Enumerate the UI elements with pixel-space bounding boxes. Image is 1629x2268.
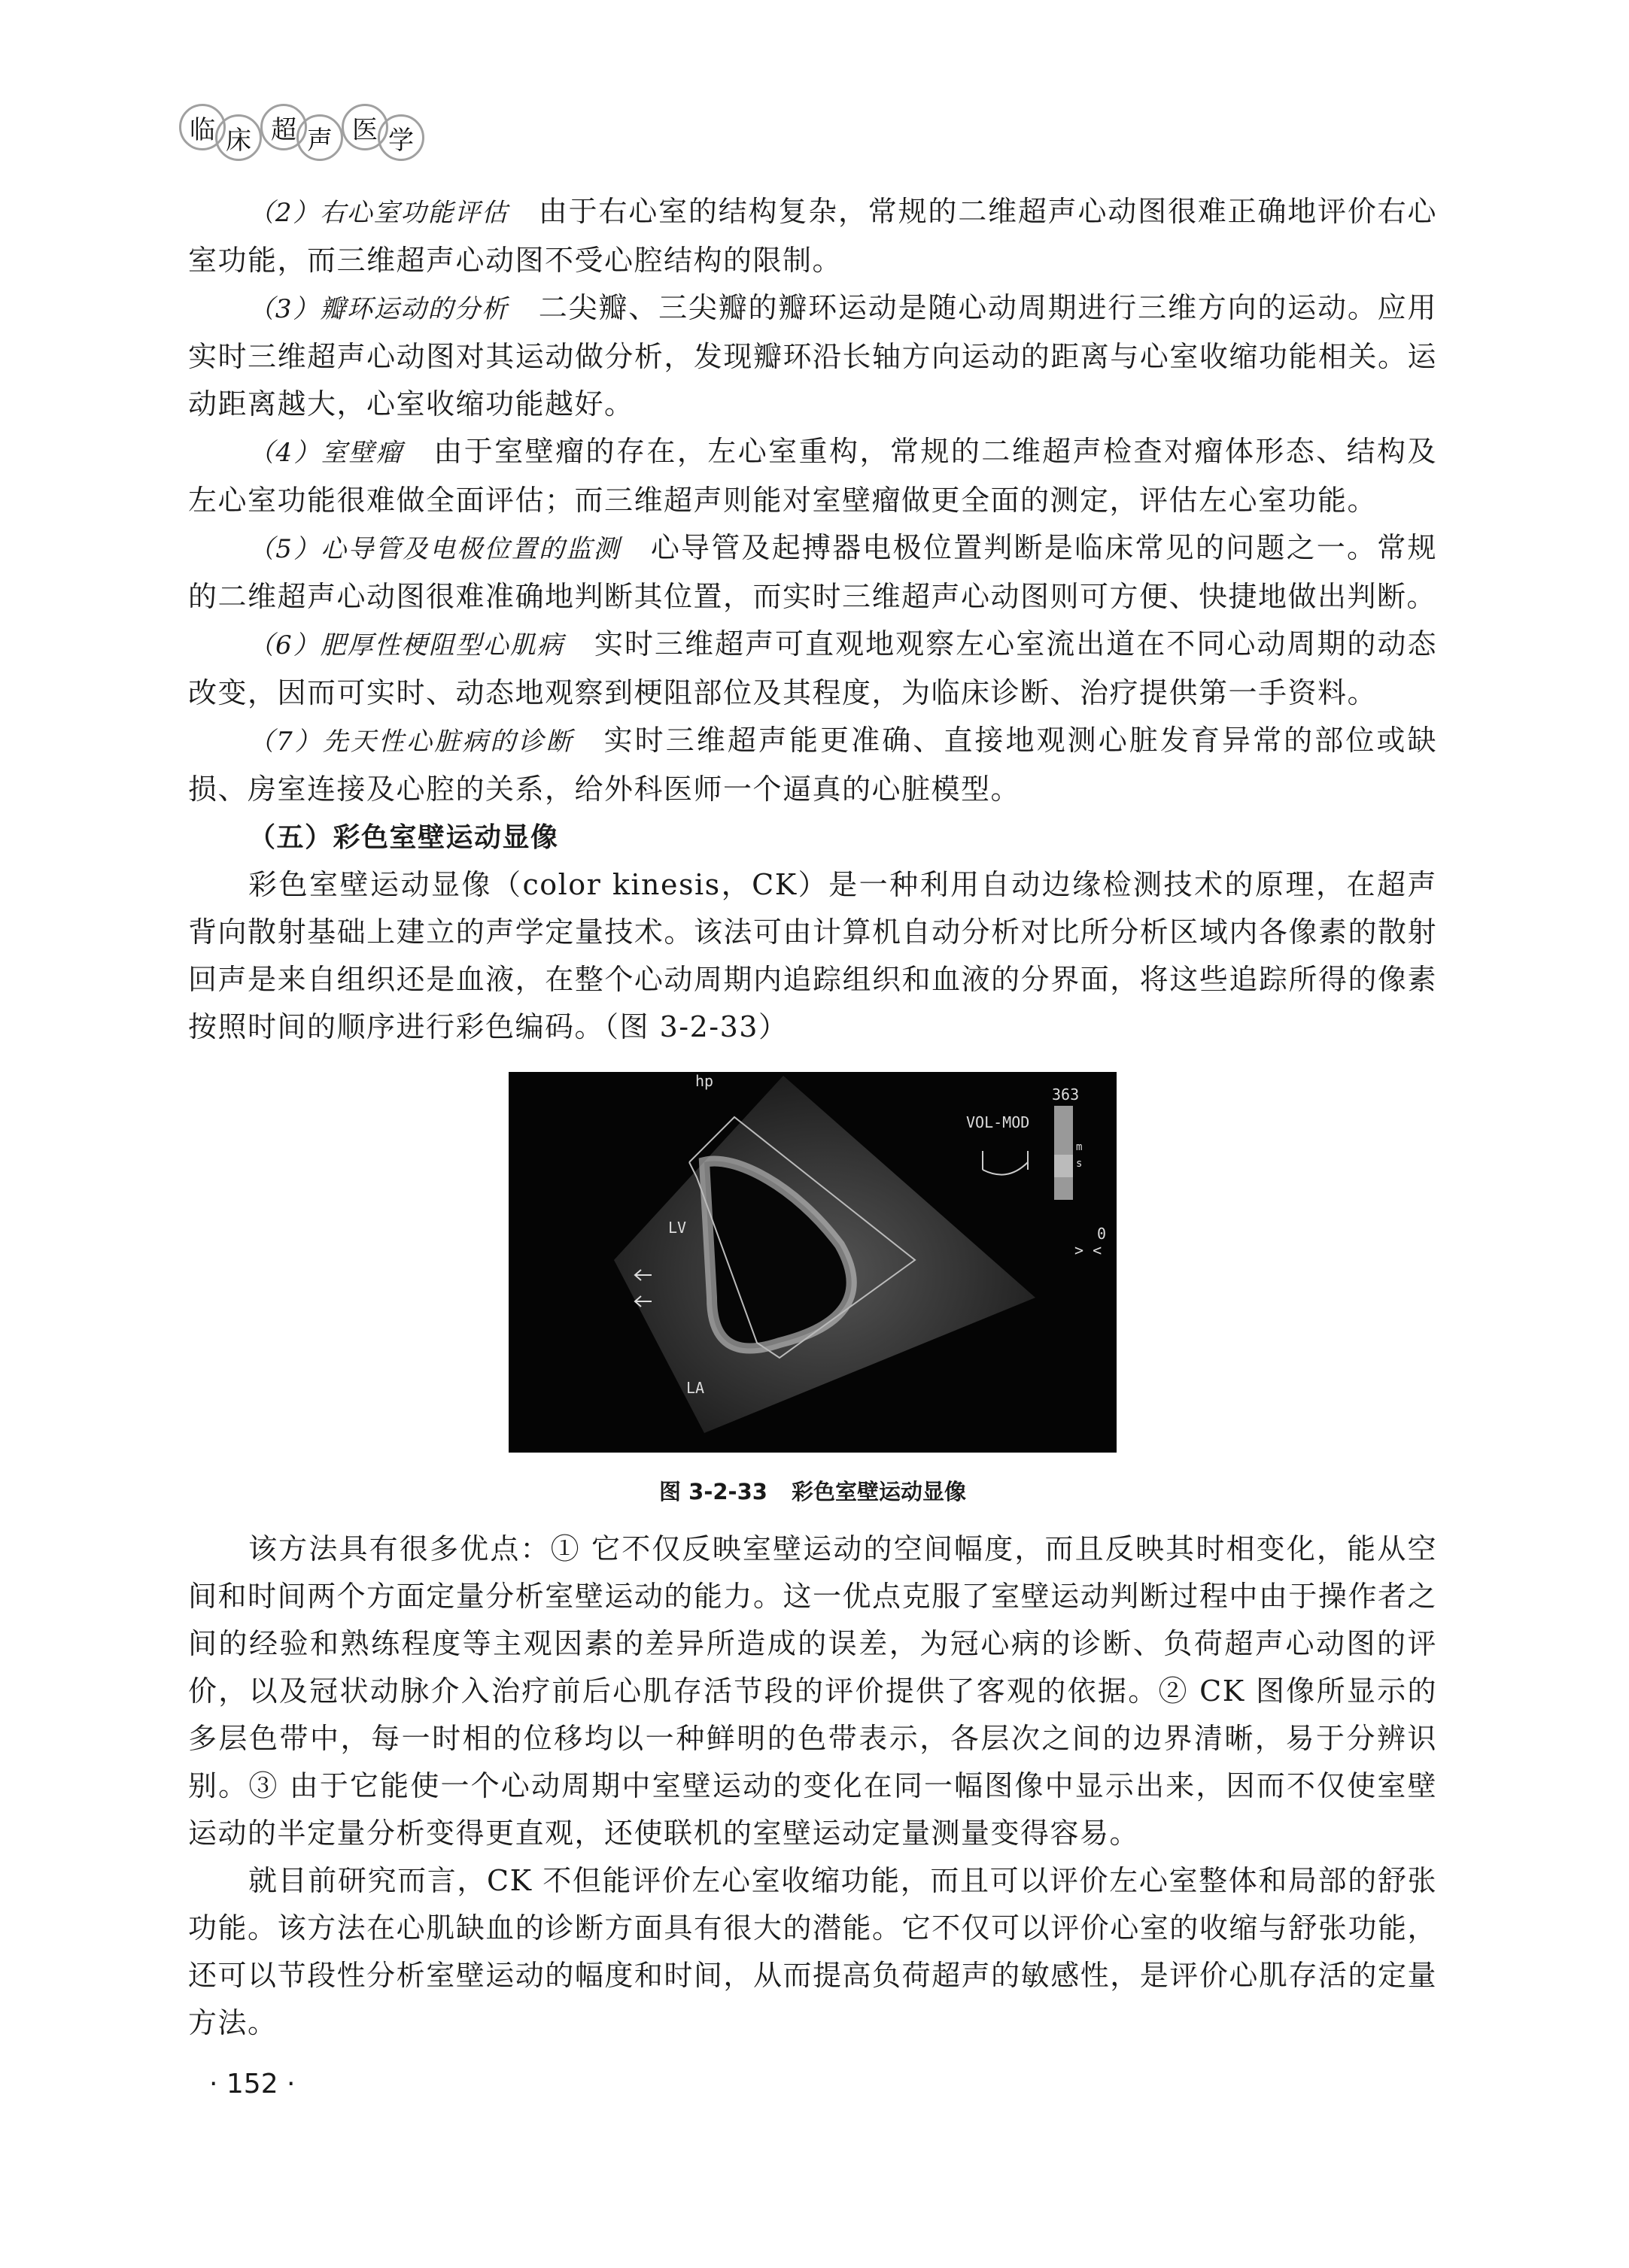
header-char: 超 [260,104,307,150]
header-char: 医 [342,104,388,150]
item-heading: （5）心导管及电极位置的监测 [248,534,621,564]
item-heading: （2）右心室功能评估 [248,198,509,228]
item-text: 二尖瓣、三尖瓣的瓣环运动是随心动周期进行三维方向的运动。应用实时三维超声心动图对其运动做分析，发现瓣环沿长轴方向运动的距离与心室收缩功能相关。运动距离越大，心室收缩功能越好。 [188,291,1437,421]
paragraph [188,524,1437,621]
marker-label: > < [1074,1241,1102,1259]
scale-max-label: 363 [1052,1085,1080,1104]
paragraph [188,621,1437,717]
item-heading: （6）肥厚性梗阻型心肌病 [248,630,564,660]
unit-label: m [1076,1141,1083,1153]
section-heading: （五）彩色室壁运动显像 [248,822,559,853]
echocardiogram-figure [509,1072,1117,1453]
lv-label: LV [668,1219,687,1237]
probe-label: hp [695,1072,714,1090]
mode-label: VOL-MOD [966,1113,1030,1131]
la-label: LA [686,1379,705,1397]
paragraph: 就目前研究而言，CK 不但能评价左心室收缩功能，而且可以评价左心室整体和局部的舒张功能。该方法在心肌缺血的诊断方面具有很大的潜能。它不仅可以评价心室的收缩与舒张功能，还可以节段性分析室壁运动的幅度和时间，从而提高负荷超声的敏感性，是评价心肌存活的定量方法。 [188,1864,1437,2039]
figure-caption [188,1475,1437,1506]
paragraph: 彩色室壁运动显像（color kinesis，CK）是一种利用自动边缘检测技术的原理，在超声背向散射基础上建立的声学定量技术。该法可由计算机自动分析对比所分析区域内各像素的散射回声是来自组织还是血液，在整个心动周期内追踪组织和血液的分界面，将这些追踪所得的像素按照时间的顺序进行彩色编码。（图 3-2-33） [188,868,1437,1043]
item-heading: （7）先天性心脏病的诊断 [248,727,574,757]
figure-number: 图 3-2-33 [659,1479,767,1504]
header-char: 床 [215,114,262,161]
paragraph [188,428,1437,524]
header-char: 学 [378,114,424,161]
item-text: 由于室壁瘤的存在，左心室重构，常规的二维超声检查对瘤体形态、结构及左心室功能很难做全面评估；而三维超声则能对室壁瘤做更全面的测定，评估左心室功能。 [188,435,1437,517]
page-number: · 152 · [209,2069,296,2099]
item-text: 心导管及起搏器电极位置判断是临床常见的问题之一。常规的二维超声心动图很难准确地判断其位置，而实时三维超声心动图则可方便、快捷地做出判断。 [188,531,1437,613]
item-heading: （4）室壁瘤 [248,438,404,468]
page-body [188,188,1437,2047]
item-heading: （3）瓣环运动的分析 [248,294,509,324]
paragraph: 该方法具有很多优点：① 它不仅反映室壁运动的空间幅度，而且反映其时相变化，能从空间和时间两个方面定量分析室壁运动的能力。这一优点克服了室壁运动判断过程中由于操作者之间的经验和熟练程度等主观因素的差异所造成的误差，为冠心病的诊断、负荷超声心动图的评价，以及冠状动脉介入治疗前后心肌存活节段的评价提供了客观的依据。② CK 图像所显示的多层色带中，每一时相的位移均以一种鲜明的色带表示，各层次之间的边界清晰，易于分辨识别。③ 由于它能使一个心动周期中室壁运动的变化在同一幅图像中显示出来，因而不仅使室壁运动的半定量分析变得更直观，还使联机的室壁运动定量测量变得容易。 [188,1532,1437,1850]
item-text: 实时三维超声能更准确、直接地观测心脏发育异常的部位或缺损、房室连接及心腔的关系，给外科医师一个逼真的心脏模型。 [188,724,1437,806]
figure-title: 彩色室壁运动显像 [791,1479,966,1504]
unit-label: s [1076,1158,1083,1170]
scale-min-label: 0 [1097,1225,1107,1243]
item-text: 由于右心室的结构复杂，常规的二维超声心动图很难正确地评价右心室功能，而三维超声心动图不受心腔结构的限制。 [188,195,1437,277]
paragraph [188,717,1437,813]
running-header-book-title [179,104,480,187]
paragraph [188,284,1437,428]
header-char: 声 [296,114,343,161]
item-text: 实时三维超声可直观地观察左心室流出道在不同心动周期的动态改变，因而可实时、动态地观察到梗阻部位及其程度，为临床诊断、治疗提供第一手资料。 [188,627,1437,709]
paragraph [188,188,1437,284]
header-char: 临 [179,104,226,150]
